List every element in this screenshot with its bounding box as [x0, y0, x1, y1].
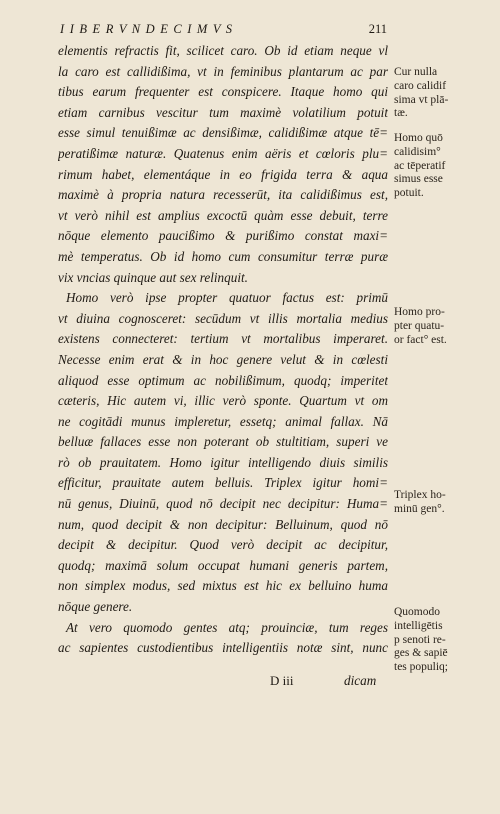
text-line: decipit & decipitur. Quod verò decipit ac decipitur, [58, 537, 388, 553]
text-line: vt diuina cognosceret: secūdum vt illis mortalia medius [58, 310, 388, 326]
text-line: peratißimæ naturæ. Quatenus enim aëris et cœloris plu= [58, 145, 388, 161]
margin-note [394, 66, 486, 121]
running-title: I I B E R V N D E C I M V S [60, 22, 234, 36]
text-line: efficitur, prauitate autem belluis. Triplex igitur homi= [58, 475, 388, 491]
text-line: existens connecteret: tertium vt mortalibus imperaret. [58, 331, 388, 347]
text-line: maximè à propria natura recesserūt, ita calidißimus est, [58, 187, 388, 203]
margin-note-line: Homo pro- [394, 306, 445, 318]
margin-note-line: Quomodo [394, 606, 440, 618]
text-line: mè temperatus. Ob id homo cum consumitur terræ puræ [58, 248, 388, 264]
text-line: rò ob prauitatem. Homo igitur intelligendo diuis similis [58, 454, 388, 470]
main-text-block [58, 41, 388, 659]
text-line: aliquod esse optimum ac nobilißimum, quodq; imperitet [58, 372, 388, 388]
margin-note-line: ac tēperatif [394, 159, 446, 172]
text-line: ac sapientes custodientibus intelligentiis notæ sint, nunc [58, 640, 388, 656]
text-line: At vero quomodo gentes atq; prouinciæ, tum reges [66, 619, 388, 635]
text-line: num, quod decipit & non decipitur: Belluinum, quod nō [58, 516, 388, 532]
margin-note-line: caro calidif [394, 79, 447, 92]
margin-note [394, 132, 486, 201]
signature-mark: D iii [270, 673, 294, 688]
text-line: la caro est callidißima, vt in feminibus plantarum ac par [58, 63, 388, 79]
text-line: quodq; maximā solum occupat humani generis partem, [58, 557, 388, 573]
margin-note-line: p senoti re- [394, 633, 446, 646]
text-line: cæteris, Hic autem vi, illic verò sponte. Quartum vt om [58, 393, 388, 409]
text-line: vix vncias quinque aut sex relinquit. [58, 269, 248, 285]
margin-note-line: tæ. [394, 107, 408, 120]
text-line: nōque genere. [58, 599, 133, 615]
margin-note-line: potuit. [394, 187, 424, 200]
margin-note-line: calidisim° [394, 145, 441, 158]
text-line: ne cogitādi munus impleretur, essetq; animal fallax. Nā [58, 413, 388, 429]
text-line: vt verò nihil est amplius excoctū quàm esse debuit, terre [58, 207, 388, 223]
margin-note-line: Homo quō [394, 132, 443, 144]
text-line: nū genus, Diuinū, quod nō decipit nec decipitur: Huma= [58, 496, 388, 512]
text-line: etiam carnibus vescitur tum maximè volatilium potuit [58, 104, 388, 120]
margin-note-line: pter quatu- [394, 319, 445, 332]
margin-note-line: ges & sapiē [394, 647, 448, 660]
text-line: elementis refractis fit, scilicet caro. Ob id etiam neque vl [58, 43, 388, 58]
catchword: dicam [344, 673, 377, 688]
text-line: esse simul tenuißimæ ac densißimæ, calidißimæ atque tē= [58, 125, 388, 141]
page-number: 211 [368, 22, 387, 36]
text-line: rimum habet, elementáque in eo frigida terra & aqua [58, 166, 388, 182]
margin-note-line: sima vt plā- [394, 93, 449, 106]
margin-note-line: intelligētis [394, 619, 443, 632]
margin-note-line: or fact° est. [394, 333, 447, 346]
text-line: non simplex modus, sed mixtus est hic ex belluino huma [58, 578, 388, 594]
text-line: belluæ fallaces esse non poterant ob stultitiam, superi ve [58, 434, 388, 450]
text-line: nōque elemento paucißimo & purißimo constat maxi= [58, 228, 388, 244]
margin-note [394, 489, 486, 517]
margin-note-line: simus esse [394, 173, 443, 186]
text-line: tibus earum frequenter est conspicere. Itaque homo qui [58, 84, 388, 100]
margin-note-line: tes populiq; [394, 661, 448, 674]
margin-note-line: Triplex ho- [394, 489, 446, 501]
margin-note [394, 606, 486, 675]
margin-note-line: minū gen°. [394, 502, 445, 515]
text-line: Necesse enim erat & in hoc genere velut & in cœlesti [58, 351, 388, 367]
margin-note [394, 306, 486, 347]
text-line: Homo verò ipse propter quatuor factus est: primū [66, 290, 388, 306]
margin-note-line: Cur nulla [394, 66, 438, 78]
